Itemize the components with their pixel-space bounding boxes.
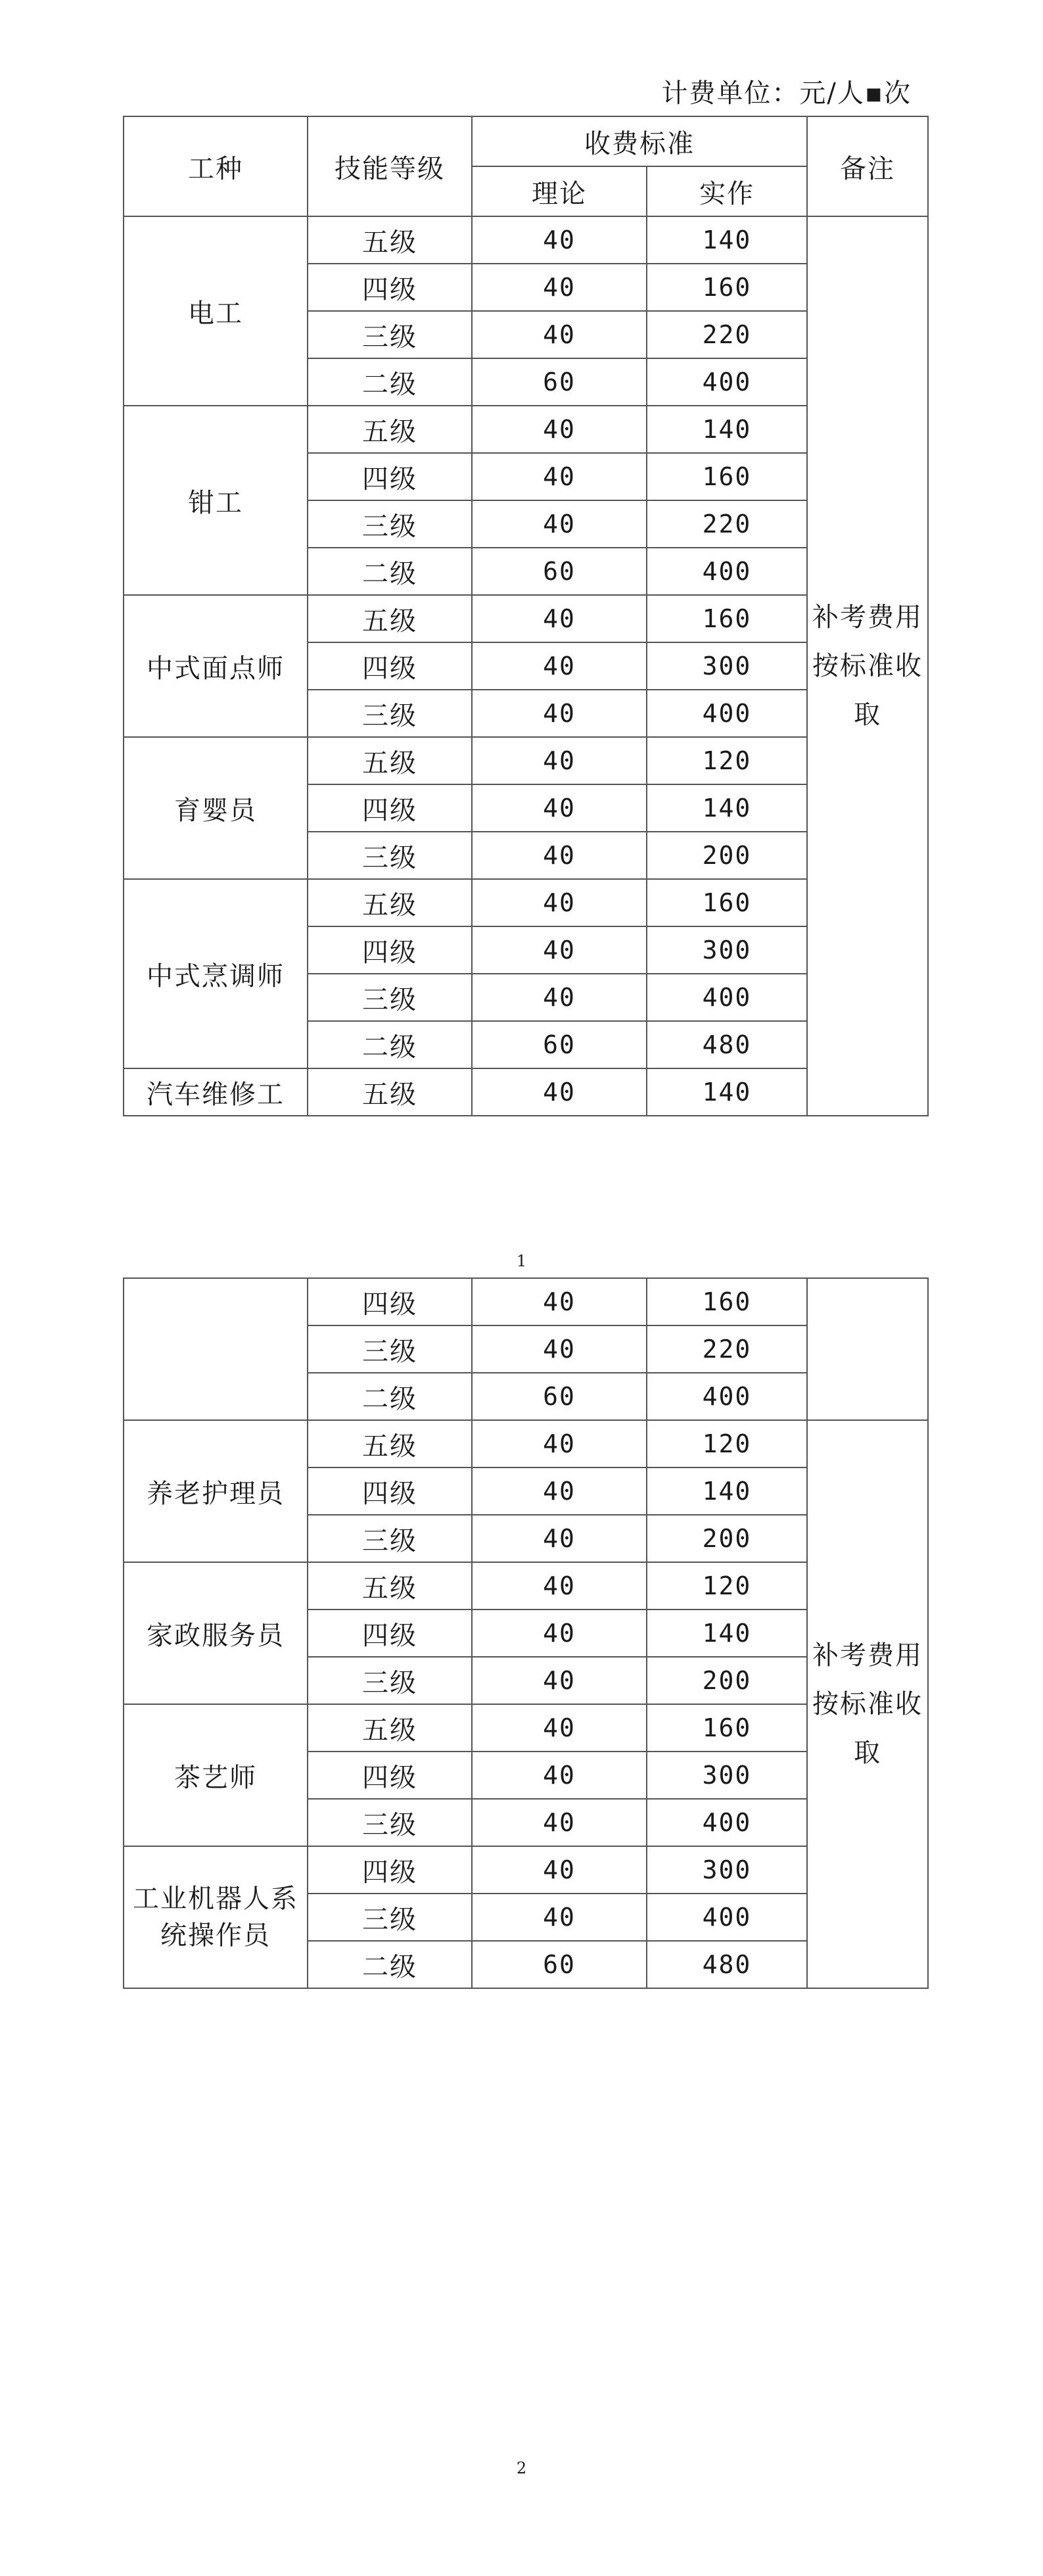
practice-cell: 220 xyxy=(647,311,807,358)
table-row xyxy=(124,1420,928,1467)
trade-cell: 家政服务员 xyxy=(124,1562,308,1704)
practice-cell: 400 xyxy=(647,1373,807,1420)
level-cell: 四级 xyxy=(308,1467,472,1515)
practice-cell: 160 xyxy=(647,595,807,642)
level-cell: 四级 xyxy=(308,926,472,974)
level-cell: 三级 xyxy=(308,974,472,1021)
theory-cell: 40 xyxy=(472,737,647,784)
theory-cell: 40 xyxy=(472,1846,647,1894)
theory-cell: 40 xyxy=(472,974,647,1021)
practice-cell: 140 xyxy=(647,1068,807,1116)
page-number: 1 xyxy=(516,1252,527,1270)
practice-cell: 140 xyxy=(647,1467,807,1515)
theory-cell: 40 xyxy=(472,1704,647,1752)
level-cell: 三级 xyxy=(308,311,472,358)
practice-cell: 220 xyxy=(647,500,807,548)
trade-cell: 中式烹调师 xyxy=(124,879,308,1068)
practice-cell: 300 xyxy=(647,1846,807,1894)
level-cell: 五级 xyxy=(308,1068,472,1116)
trade-cell: 钳工 xyxy=(124,406,308,595)
practice-cell: 200 xyxy=(647,832,807,879)
theory-cell: 60 xyxy=(472,1373,647,1420)
theory-cell: 40 xyxy=(472,500,647,548)
header-standard: 收费标准 xyxy=(472,116,807,166)
theory-cell: 40 xyxy=(472,784,647,832)
level-cell: 三级 xyxy=(308,500,472,548)
trade-cell: 育婴员 xyxy=(124,737,308,879)
trade-cell: 茶艺师 xyxy=(124,1704,308,1846)
theory-cell: 40 xyxy=(472,926,647,974)
practice-cell: 120 xyxy=(647,1562,807,1610)
remark-cell: 补考费用按标准收取 xyxy=(807,216,928,1116)
level-cell: 四级 xyxy=(308,1278,472,1325)
trade-cell: 中式面点师 xyxy=(124,595,308,737)
practice-cell: 400 xyxy=(647,1799,807,1846)
theory-cell: 60 xyxy=(472,1021,647,1068)
level-cell: 五级 xyxy=(308,406,472,453)
theory-cell: 40 xyxy=(472,216,647,264)
theory-cell: 40 xyxy=(472,1420,647,1467)
level-cell: 三级 xyxy=(308,1515,472,1562)
level-cell: 五级 xyxy=(308,216,472,264)
theory-cell: 40 xyxy=(472,1562,647,1610)
remark-cell: 补考费用按标准收取 xyxy=(807,1420,928,1988)
trade-cell xyxy=(124,1278,308,1420)
fee-table-page-2 xyxy=(123,1277,929,1989)
practice-cell: 400 xyxy=(647,358,807,406)
practice-cell: 200 xyxy=(647,1515,807,1562)
level-cell: 四级 xyxy=(308,453,472,500)
header-trade: 工种 xyxy=(124,116,308,216)
theory-cell: 40 xyxy=(472,1610,647,1657)
level-cell: 五级 xyxy=(308,1420,472,1467)
practice-cell: 160 xyxy=(647,264,807,311)
level-cell: 四级 xyxy=(308,784,472,832)
theory-cell: 40 xyxy=(472,453,647,500)
header-theory: 理论 xyxy=(472,166,647,216)
theory-cell: 40 xyxy=(472,1278,647,1325)
level-cell: 三级 xyxy=(308,832,472,879)
practice-cell: 400 xyxy=(647,1894,807,1941)
practice-cell: 160 xyxy=(647,1704,807,1752)
theory-cell: 40 xyxy=(472,879,647,926)
practice-cell: 120 xyxy=(647,1420,807,1467)
level-cell: 四级 xyxy=(308,1610,472,1657)
practice-cell: 300 xyxy=(647,1752,807,1799)
theory-cell: 40 xyxy=(472,1752,647,1799)
trade-cell: 工业机器人系统操作员 xyxy=(124,1846,308,1988)
trade-cell: 电工 xyxy=(124,216,308,406)
level-cell: 三级 xyxy=(308,690,472,737)
practice-cell: 160 xyxy=(647,453,807,500)
remark-empty-cell xyxy=(807,1278,928,1420)
level-cell: 五级 xyxy=(308,737,472,784)
level-cell: 二级 xyxy=(308,1021,472,1068)
theory-cell: 40 xyxy=(472,832,647,879)
theory-cell: 40 xyxy=(472,1657,647,1704)
header-remark: 备注 xyxy=(807,116,928,216)
practice-cell: 480 xyxy=(647,1941,807,1988)
practice-cell: 200 xyxy=(647,1657,807,1704)
practice-cell: 160 xyxy=(647,879,807,926)
level-cell: 四级 xyxy=(308,1752,472,1799)
level-cell: 三级 xyxy=(308,1894,472,1941)
practice-cell: 140 xyxy=(647,784,807,832)
level-cell: 五级 xyxy=(308,1704,472,1752)
fee-table-page-1 xyxy=(123,116,929,1116)
trade-cell: 汽车维修工 xyxy=(124,1068,308,1116)
theory-cell: 60 xyxy=(472,358,647,406)
practice-cell: 480 xyxy=(647,1021,807,1068)
level-cell: 五级 xyxy=(308,595,472,642)
theory-cell: 40 xyxy=(472,1515,647,1562)
level-cell: 三级 xyxy=(308,1799,472,1846)
level-cell: 四级 xyxy=(308,264,472,311)
level-cell: 五级 xyxy=(308,1562,472,1610)
practice-cell: 400 xyxy=(647,548,807,595)
practice-cell: 140 xyxy=(647,1610,807,1657)
practice-cell: 140 xyxy=(647,216,807,264)
practice-cell: 400 xyxy=(647,690,807,737)
theory-cell: 40 xyxy=(472,1894,647,1941)
theory-cell: 40 xyxy=(472,1325,647,1373)
level-cell: 二级 xyxy=(308,358,472,406)
theory-cell: 60 xyxy=(472,548,647,595)
theory-cell: 40 xyxy=(472,690,647,737)
table-row xyxy=(124,1278,928,1325)
level-cell: 二级 xyxy=(308,1373,472,1420)
practice-cell: 300 xyxy=(647,926,807,974)
theory-cell: 40 xyxy=(472,406,647,453)
header-practice: 实作 xyxy=(647,166,807,216)
practice-cell: 160 xyxy=(647,1278,807,1325)
billing-unit-label: 计费单位：元/人▪次 xyxy=(661,78,912,108)
header-level: 技能等级 xyxy=(308,116,472,216)
level-cell: 二级 xyxy=(308,548,472,595)
theory-cell: 60 xyxy=(472,1941,647,1988)
theory-cell: 40 xyxy=(472,1068,647,1116)
table-row xyxy=(124,216,928,264)
theory-cell: 40 xyxy=(472,1799,647,1846)
theory-cell: 40 xyxy=(472,642,647,690)
trade-cell: 养老护理员 xyxy=(124,1420,308,1562)
practice-cell: 300 xyxy=(647,642,807,690)
level-cell: 三级 xyxy=(308,1657,472,1704)
level-cell: 四级 xyxy=(308,642,472,690)
level-cell: 三级 xyxy=(308,1325,472,1373)
page-number: 2 xyxy=(516,2459,527,2477)
level-cell: 四级 xyxy=(308,1846,472,1894)
theory-cell: 40 xyxy=(472,264,647,311)
level-cell: 二级 xyxy=(308,1941,472,1988)
theory-cell: 40 xyxy=(472,1467,647,1515)
practice-cell: 140 xyxy=(647,406,807,453)
theory-cell: 40 xyxy=(472,311,647,358)
level-cell: 五级 xyxy=(308,879,472,926)
practice-cell: 120 xyxy=(647,737,807,784)
practice-cell: 400 xyxy=(647,974,807,1021)
practice-cell: 220 xyxy=(647,1325,807,1373)
theory-cell: 40 xyxy=(472,595,647,642)
